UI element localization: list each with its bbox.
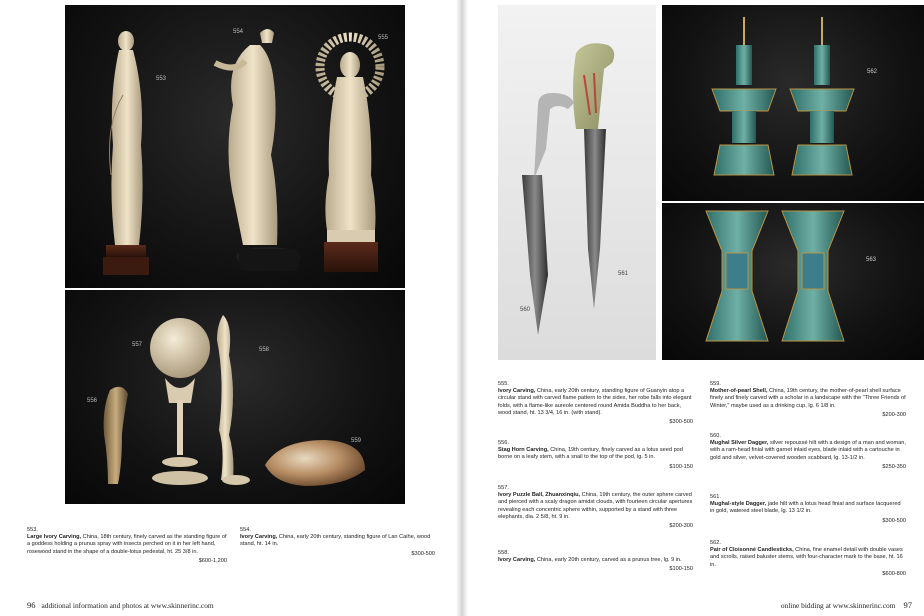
lot-number: 560. — [710, 433, 721, 439]
photo-ivory-figures — [65, 5, 405, 288]
right-footer — [781, 600, 912, 610]
page-number: 96 — [27, 600, 36, 610]
lot-number: 558. — [498, 550, 509, 556]
lot-body: silver repoussé hilt with a design of a man and woman, with a ram-head finial with garnet inlaid eyes, blade inlaid with a cartouche in gold and silver, velvet-covered wooden scabbard, lg. 13-1/2 in. — [710, 440, 906, 461]
lot-body: China, fine enamel detail with double vases and scrolls, raised baluster stems, with four-character mark to the base, ht. 16 in. — [710, 547, 903, 568]
lot-557 — [498, 485, 693, 530]
lot-title: Large Ivory Carving, — [27, 534, 82, 541]
lot-number: 559. — [710, 381, 721, 387]
lot-556 — [498, 440, 693, 471]
footer-text: online bidding at www.skinnerinc.com — [780, 601, 896, 610]
lot-title: Pair of Cloisonné Candlesticks, — [710, 547, 794, 554]
lot-estimate: $300-500 — [411, 550, 435, 557]
label-560: 560 — [520, 307, 531, 313]
lot-554 — [240, 527, 435, 558]
label-559: 559 — [351, 438, 362, 444]
lot-estimate: $250-350 — [882, 463, 906, 470]
right-page — [462, 0, 924, 616]
lot-estimate: $100-150 — [669, 463, 693, 470]
label-557: 557 — [132, 342, 143, 348]
lot-body: China, early 20th century, carved as a prunus tree, lg. 9 in. — [535, 557, 682, 564]
lot-estimate: $300-500 — [669, 419, 693, 426]
label-562: 562 — [867, 69, 878, 75]
lot-body: China, 19th century, the outer sphere carved and pierced with a scaly dragon amidst clouds, with fourteen circular apertures revealing each concentric sphere within, supported by a stand with three elephants, dia. 2 5/8, ht. 9 in. — [498, 492, 693, 520]
label-553: 553 — [156, 76, 167, 82]
lot-body: jade hilt with a lotus head finial and surface lacquered in gold, watered steel blade, lg. 13 1/2 in. — [710, 501, 901, 515]
label-561: 561 — [618, 271, 629, 277]
lot-title: Stag Horn Carving, — [498, 447, 549, 454]
lot-number: 561. — [710, 494, 721, 500]
lot-estimate: $600-800 — [882, 570, 906, 577]
lot-560 — [710, 433, 906, 471]
label-563: 563 — [866, 257, 877, 263]
lot-body: China, 19th century, the mother-of-pearl shell surface finely and finely carved with a scholar in a landscape with the "Three Friends of Winter," maybe used as a drinking cup, lg. 6 1/8 in. — [710, 388, 906, 409]
photo-small-carvings — [65, 290, 405, 504]
ivory-figures-image — [65, 5, 405, 288]
photo-daggers — [498, 5, 656, 360]
lot-number: 562. — [710, 540, 721, 546]
lot-562 — [710, 540, 906, 578]
lot-number: 557. — [498, 485, 509, 491]
lot-estimate: $600-1,200 — [198, 557, 227, 564]
small-carvings-image — [65, 290, 405, 504]
photo-gu-vases — [662, 203, 924, 360]
photo-candlesticks — [662, 5, 924, 201]
lot-555 — [498, 381, 693, 426]
lot-559 — [710, 381, 906, 419]
lot-body: China, 18th century, finely carved as the standing figure of a goddess holding a prunus spray with insects perched on it in her left hand, rosewood stand in the shape of a double-lotus pedestal, ht. 25 3/8 in. — [27, 534, 227, 555]
lot-title: Mother-of-pearl Shell, — [710, 388, 768, 395]
lot-558 — [498, 550, 693, 574]
lot-body: China, 19th century, finely carved as a lotus seed pod borne on a leafy stem, with a snail to the top of the pod, lg. 5 in. — [498, 447, 683, 461]
lot-title: Mughal-style Dagger, — [710, 501, 767, 508]
lot-553 — [27, 527, 227, 565]
label-555: 555 — [378, 35, 389, 41]
lot-number: 555. — [498, 381, 509, 387]
daggers-image — [498, 5, 656, 360]
lot-estimate: $300-500 — [882, 517, 906, 524]
label-558: 558 — [259, 347, 270, 353]
candlesticks-image — [662, 5, 924, 201]
lot-body: China, early 20th century, standing figure of Lan Caihe, wood stand, ht. 14 in. — [240, 534, 431, 548]
lot-number: 554. — [240, 527, 251, 533]
lot-title: Ivory Carving, — [498, 557, 536, 564]
left-footer — [27, 600, 214, 610]
label-554: 554 — [233, 29, 244, 35]
page-number: 97 — [903, 600, 912, 610]
gu-vases-image — [662, 203, 924, 360]
lot-number: 553. — [27, 527, 38, 533]
lot-561 — [710, 494, 906, 525]
lot-title: Mughal Silver Dagger, — [710, 440, 769, 447]
book-gutter — [456, 0, 468, 616]
lot-estimate: $200-300 — [882, 411, 906, 418]
lot-number: 556. — [498, 440, 509, 446]
label-556: 556 — [87, 398, 98, 404]
lot-estimate: $200-300 — [669, 523, 693, 530]
lot-estimate: $100-150 — [669, 566, 693, 573]
lot-title: Ivory Puzzle Ball, Zhuanxinqiu, — [498, 492, 581, 499]
lot-title: Ivory Carving, — [240, 534, 278, 541]
footer-text: additional information and photos at www.skinnerinc.com — [41, 601, 214, 610]
lot-title: Ivory Carving, — [498, 388, 536, 395]
lot-body: China, early 20th century, standing figure of Guanyin atop a circular stand with carved flame pattern to the sides, her robe falls into elegant folds, with a flame-like aureole centered round Amida Buddha to her back, wood stand, ht. 13 3/4, 16 in. (with stand). — [498, 388, 692, 416]
